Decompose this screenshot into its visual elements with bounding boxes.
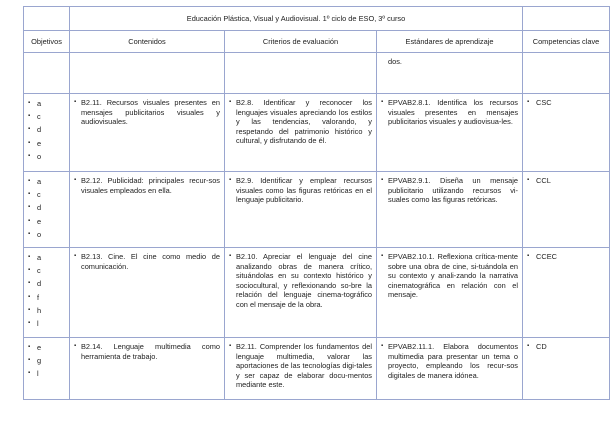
objetivos-cell [24, 94, 70, 172]
continuation-row [24, 53, 610, 94]
objetivo-letter: h [37, 306, 42, 316]
objetivo-item [28, 264, 69, 277]
bullet-icon: ▪ [28, 204, 31, 211]
bullet-icon: ▪ [74, 343, 77, 349]
objetivo-letter: c [37, 190, 41, 200]
bullet-icon: ▪ [381, 177, 384, 183]
objetivo-letter: o [37, 152, 42, 162]
bullet-icon: ▪ [28, 139, 31, 146]
bullet-icon: ▪ [527, 343, 530, 349]
objetivo-item [28, 304, 69, 317]
objetivo-letter: f [37, 292, 40, 302]
objetivo-item [28, 215, 69, 228]
bullet-icon: ▪ [229, 253, 232, 259]
estandar-cell [377, 248, 523, 338]
estandar-text: EPVAB2.11.1. Elabora documentos multimedia para presentar un tema o proyecto, empleando los recur-sos digitales de manera idónea. [388, 342, 519, 380]
bullet-icon: ▪ [74, 253, 77, 259]
bullet-icon: ▪ [74, 177, 77, 183]
criterio-text: B2.8. Identificar y reconocer los lenguajes visuales apreciando los estilos y las tendencias, valorando, y respetando del patrimonio histórico y cultural, y disfrutando de él. [236, 98, 372, 146]
bullet-icon: ▪ [381, 99, 384, 105]
bullet-icon: ▪ [28, 113, 31, 120]
objetivo-letter: d [37, 203, 42, 213]
objetivo-letter: g [37, 356, 42, 366]
empty-corner-cell [24, 7, 70, 31]
bullet-icon: ▪ [527, 177, 530, 183]
objetivo-item [28, 251, 69, 264]
contenido-cell [70, 338, 225, 400]
header-contenidos: Contenidos [70, 31, 225, 53]
table-row [24, 248, 610, 338]
objetivo-letter: d [37, 279, 42, 289]
contenido-text: B2.14. Lenguaje multimedia como herramienta de trabajo. [81, 342, 220, 361]
contenido-cell [70, 248, 225, 338]
objetivo-item [28, 341, 69, 354]
bullet-icon: ▪ [28, 217, 31, 224]
header-competencias: Competencias clave [523, 31, 610, 53]
objetivo-item [28, 202, 69, 215]
objetivo-item [28, 137, 69, 150]
objetivo-item [28, 278, 69, 291]
curriculum-table [23, 6, 610, 400]
competencia-text: CD [536, 342, 547, 351]
criterio-text: B2.9. Identificar y emplear recursos visuales como las figuras retóricas en el lenguaje publicitario. [236, 176, 372, 205]
objetivo-letter: a [37, 176, 42, 186]
objetivo-letter: c [37, 112, 41, 122]
bullet-icon: ▪ [28, 99, 31, 106]
bullet-icon: ▪ [527, 253, 530, 259]
estandar-text: EPVAB2.9.1. Diseña un mensaje publicitario utilizando recursos vi-suales como las figuras retóricas. [388, 176, 519, 205]
competencia-text: CSC [536, 98, 552, 107]
empty-corner-cell [523, 7, 610, 31]
criterio-text: B2.11. Comprender los fundamentos del lenguaje multimedia, valorar las aportaciones de las tecnologías digi-tales y ser capaz de elaborar docu-mentos mediante este. [236, 342, 372, 390]
contenido-text: B2.11. Recursos visuales presentes en mensajes publicitarios visuales y audiovisuales. [81, 98, 220, 127]
bullet-icon: ▪ [28, 293, 31, 300]
bullet-icon: ▪ [28, 231, 31, 238]
objetivo-letter: e [37, 342, 42, 352]
continuation-text: dos. [388, 57, 402, 66]
objetivo-item [28, 175, 69, 188]
objetivo-letter: d [37, 125, 42, 135]
objetivo-item [28, 150, 69, 163]
competencia-text: CCL [536, 176, 551, 185]
competencia-cell [523, 94, 610, 172]
estandar-text: EPVAB2.10.1. Reflexiona crítica-mente sobre una obra de cine, si-tuándola en su contexto y anali-zando la narrativa cinematográfica en relación con el mensaje. [388, 252, 519, 300]
estandar-text: EPVAB2.8.1. Identifica los recursos visuales presentes en mensajes publicitarios visuales y audiovisua-les. [388, 98, 519, 127]
estandar-cell [377, 94, 523, 172]
bullet-icon: ▪ [28, 320, 31, 327]
header-estandares: Estándares de aprendizaje [377, 31, 523, 53]
objetivo-letter: l [37, 319, 39, 329]
objetivo-letter: o [37, 230, 42, 240]
table-row [24, 338, 610, 400]
criterio-text: B2.10. Apreciar el lenguaje del cine analizando obras de manera crítico, situándolas en su contexto histórico y sociocultural, y reflexionando so-bre la relación del lenguaje cinema-tográfico con el mensaje de la obra. [236, 252, 372, 309]
bullet-icon: ▪ [229, 177, 232, 183]
objetivo-item [28, 188, 69, 201]
objetivo-item [28, 124, 69, 137]
contenido-cell [70, 172, 225, 248]
criterio-cell [225, 172, 377, 248]
bullet-icon: ▪ [527, 99, 530, 105]
competencia-text: CCEC [536, 252, 557, 261]
bullet-icon: ▪ [28, 177, 31, 184]
objetivo-item [28, 317, 69, 330]
header-objetivos: Objetivos [24, 31, 70, 53]
bullet-icon: ▪ [74, 99, 77, 105]
objetivo-letter: l [37, 369, 39, 379]
competencia-cell [523, 338, 610, 400]
contenido-text: B2.13. Cine. El cine como medio de comunicación. [81, 252, 220, 271]
bullet-icon: ▪ [28, 153, 31, 160]
objetivos-cell [24, 248, 70, 338]
criterio-cell [225, 248, 377, 338]
objetivo-item [28, 110, 69, 123]
objetivo-item [28, 228, 69, 241]
objetivos-cell [24, 172, 70, 248]
bullet-icon: ▪ [229, 343, 232, 349]
bullet-icon: ▪ [28, 253, 31, 260]
contenido-text: B2.12. Publicidad: principales recur-sos visuales empleados en ella. [81, 176, 220, 195]
competencia-cell [523, 248, 610, 338]
bullet-icon: ▪ [28, 343, 31, 350]
objetivo-item [28, 291, 69, 304]
bullet-icon: ▪ [28, 267, 31, 274]
bullet-icon: ▪ [28, 357, 31, 364]
objetivo-letter: c [37, 266, 41, 276]
objetivo-letter: e [37, 138, 42, 148]
bullet-icon: ▪ [28, 370, 31, 377]
estandar-cell [377, 338, 523, 400]
criterio-cell [225, 94, 377, 172]
bullet-icon: ▪ [229, 99, 232, 105]
bullet-icon: ▪ [28, 307, 31, 314]
bullet-icon: ▪ [28, 280, 31, 287]
objetivo-item [28, 97, 69, 110]
criterio-cell [225, 338, 377, 400]
estandar-cell [377, 172, 523, 248]
header-criterios: Criterios de evaluación [225, 31, 377, 53]
bullet-icon: ▪ [381, 343, 384, 349]
objetivo-letter: a [37, 98, 42, 108]
objetivo-item [28, 368, 69, 381]
objetivo-letter: e [37, 216, 42, 226]
competencia-cell [523, 172, 610, 248]
table-row [24, 94, 610, 172]
bullet-icon: ▪ [28, 126, 31, 133]
contenido-cell [70, 94, 225, 172]
bullet-icon: ▪ [381, 253, 384, 259]
objetivo-item [28, 354, 69, 367]
objetivos-cell [24, 338, 70, 400]
table-title: Educación Plástica, Visual y Audiovisual. 1º ciclo de ESO, 3º curso [70, 7, 523, 31]
bullet-icon: ▪ [28, 191, 31, 198]
table-row [24, 172, 610, 248]
objetivo-letter: a [37, 252, 42, 262]
